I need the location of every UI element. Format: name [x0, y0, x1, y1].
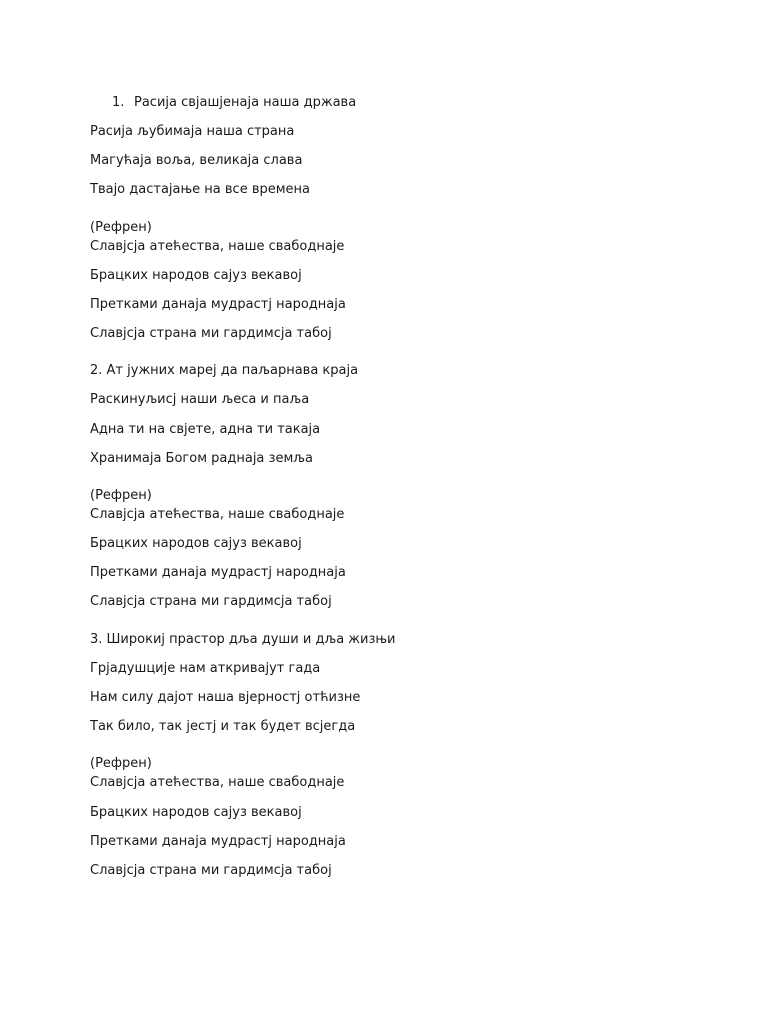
refrain-1-line-3: Претками данаја мудрастј народнаја [90, 297, 346, 312]
stanza-1-title [112, 95, 356, 111]
refrain-1-line-4: Славјсја страна ми гардимсја табој [90, 326, 332, 341]
stanza-1-line-2: Магућаја воља, великаја слава [90, 153, 303, 168]
stanza-2-title: 2. Ат јужних марej да паљарнава краја [90, 363, 359, 378]
stanza-3-line-2: Нам силу дајот наша вјерностј отћизне [90, 690, 361, 705]
refrain-3-line-2: Брацких народов сајуз векавој [90, 805, 302, 820]
stanza-1-line-1: Расија љубимаја наша страна [90, 124, 295, 139]
stanza-2-line-1: Раскинуљисј наши љеса и паља [90, 392, 310, 407]
refrain-1-line-1: Славјсја атећества, наше свабоднаје [90, 239, 345, 254]
refrain-2-line-3: Претками данаја мудрастј народнаја [90, 565, 346, 580]
refrain-1-label: (Рефрен) [90, 220, 152, 235]
stanza-3-line-1: Грјадушције нам аткривајут гада [90, 661, 321, 676]
stanza-3-title: 3. Широкиј прастор дља души и дља жизњи [90, 632, 396, 647]
stanza-1-title-text: Расија свјашјенаја наша држава [134, 95, 357, 110]
stanza-2-line-2: Адна ти на свјете, адна ти такаја [90, 422, 321, 437]
refrain-3-line-1: Славјсја атећества, наше свабоднаје [90, 775, 345, 790]
stanza-1-number: 1. [112, 95, 125, 110]
refrain-3-label: (Рефрен) [90, 756, 152, 771]
refrain-2-line-1: Славјсја атећества, наше свабоднаје [90, 507, 345, 522]
stanza-1-line-3: Тваjо дастајање на все времена [90, 182, 311, 197]
refrain-2-label: (Рефрен) [90, 488, 152, 503]
stanza-3-line-3: Так било, так јестј и так будет всјегда [90, 719, 356, 734]
refrain-2-line-2: Брацких народов сајуз векавој [90, 536, 302, 551]
refrain-2-line-4: Славјсја страна ми гардимсја табој [90, 594, 332, 609]
stanza-2-line-3: Хранимаја Богом раднаја земља [90, 451, 313, 466]
refrain-3-line-4: Славјсја страна ми гардимсја табој [90, 863, 332, 878]
refrain-3-line-3: Претками данаја мудрастј народнаја [90, 834, 346, 849]
refrain-1-line-2: Брацких народов сајуз векавој [90, 268, 302, 283]
